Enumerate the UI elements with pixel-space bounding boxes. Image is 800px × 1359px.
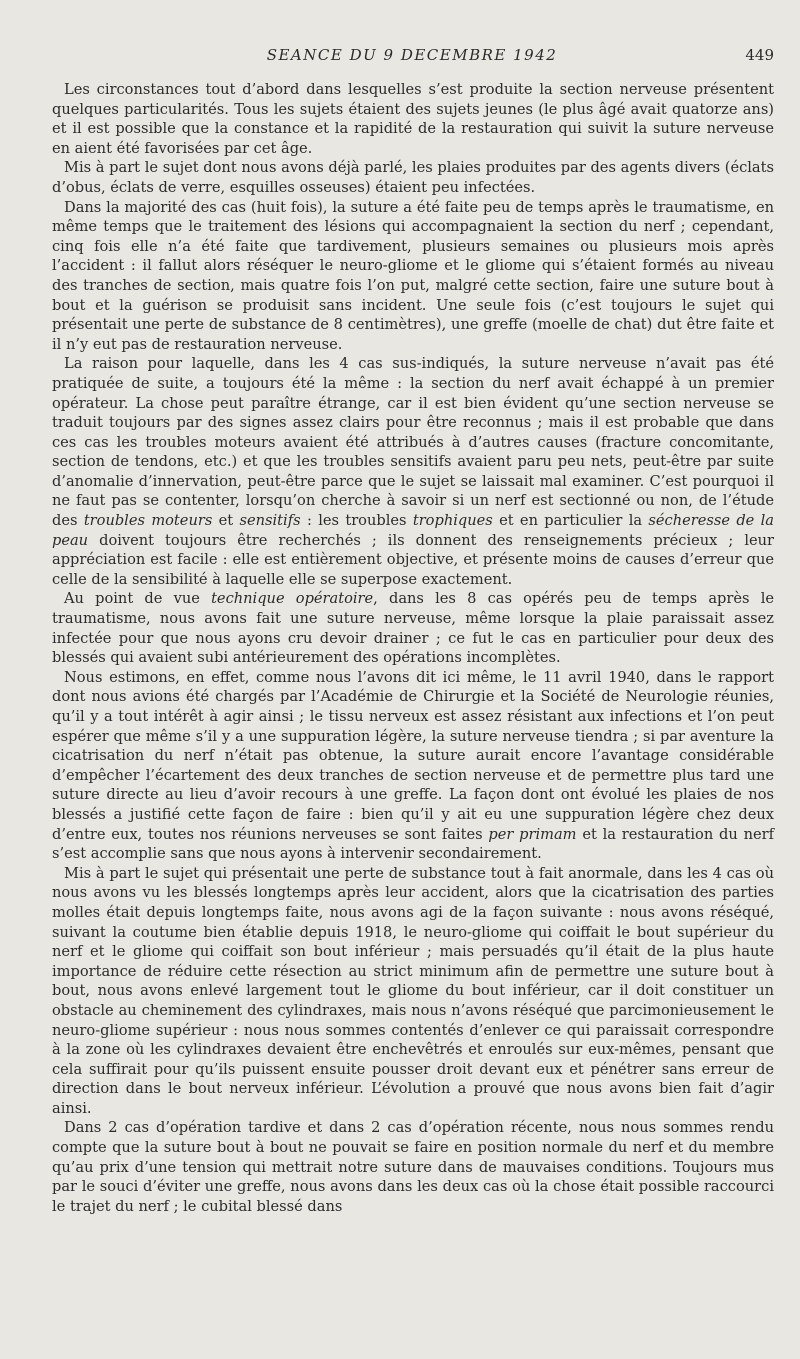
italic-text: per primam	[488, 825, 577, 843]
text-run: , dans les 8 cas opérés peu de temps après le traumatisme, nous avons fait une suture nerveuse, même lorsque la plaie paraissait assez infectée pour que nous ayons cru devoir drainer ; ce fut le cas en particulier pour deux des blessés qui avaient subi antérieurement des opérations incomplètes.	[52, 590, 775, 667]
italic-text: sensitifs	[239, 512, 301, 530]
italic-text: troubles moteurs	[83, 512, 213, 530]
text-run: Mis à part le sujet dont nous avons déjà parlé, les plaies produites par des agents divers (éclats d’obus, éclats de verre, esquilles osseuses) étaient peu infectées.	[52, 159, 774, 196]
text-run: et la restauration du nerf s’est accomplie sans que nous ayons à intervenir secondairement.	[52, 825, 774, 863]
text-run: et en particulier la	[492, 512, 649, 530]
italic-text: sécheresse de la peau	[52, 512, 775, 549]
paragraph	[52, 1118, 774, 1216]
paragraph	[52, 864, 774, 1119]
text-run: Nous estimons, en effet, comme nous l’avons dit ici même, le 11 avril 1940, dans le rapport dont nous avions été chargés par l’Académie de Chirurgie et la Société de Neurologie réunies, qu’il y a tout intérêt à agir ainsi ; le tissu nerveux est assez résistant aux infections et l’on peut espérer que même s’il y a une suppuration légère, la suture nerveuse tiendra ; si par aventure la cicatrisation du nerf n’était pas obtenue, la suture aurait encore l’avantage considérable d’empêcher l’écartement des deux tranches de section nerveuse et de permettre plus tard une suture directe au lieu d’avoir recours à une greffe. La façon dont ont évolué les plaies de nos blessés a justifié cette façon de faire : bien qu’il y ait eu une suppuration légère chez deux d’entre eux, toutes nos réunions nerveuses se sont faites	[52, 668, 774, 843]
text-run: Mis à part le sujet qui présentait une perte de substance tout à fait anormale, dans les 4 cas où nous avons vu les blessés longtemps après leur accident, alors que la cicatrisation des parties molles était depuis longtemps faite, nous avons agi de la façon suivante : nous avons réséqué, suivant la coutume bien établie depuis 1918, le neuro-gliome qui coiffait le bout supérieur du nerf et le gliome qui coiffait son bout inférieur ; mais persuadés qu’il était de la plus haute importance de réduire cette résection au strict minimum afin de permettre une suture bout à bout, nous avons enlevé largement tout le gliome du bout inférieur, car il doit constituer un obstacle au cheminement des cylindraxes, mais nous n’avons réséqué que parcimonieusement le neuro-gliome supérieur : nous nous sommes contentés d’enlever ce qui paraissait correspondre à la zone où les cylindraxes devaient être enchevêtrés et enroulés sur eux-mêmes, pensant que cela suffirait pour qu’ils puissent ensuite pousser droit devant eux et pénétrer sans erreur de direction dans le bout nerveux inférieur. L’évolution a prouvé que nous avons bien fait d’agir ainsi.	[52, 864, 774, 1117]
italic-text: technique opératoire	[211, 590, 374, 608]
text-run: Dans 2 cas d’opération tardive et dans 2 cas d’opération récente, nous nous sommes rendu compte que la suture bout à bout ne pouvait se faire en position normale du nerf et du membre qu’au prix d’une tension qui mettrait notre suture dans de mauvaises conditions. Toujours mus par le souci d’éviter une greffe, nous avons dans les deux cas où la chose était possible raccourci le trajet du nerf ; le cubital blessé dans	[52, 1119, 774, 1215]
page-title: SEANCE DU 9 DECEMBRE 1942	[266, 46, 558, 64]
page-number: 449	[745, 46, 774, 64]
italic-text: trophiques	[412, 512, 493, 530]
running-head	[50, 46, 774, 66]
text-run: doivent toujours être recherchés ; ils donnent des renseignements précieux ; leur appréciation est facile : elle est entièrement objective, et présente moins de causes d’erreur que celle de la sensibilité à laquelle elle se superpose exactement.	[52, 531, 774, 588]
paragraph	[52, 354, 774, 589]
text-run: et	[212, 512, 240, 530]
paragraph	[52, 198, 774, 355]
text-run: Les circonstances tout d’abord dans lesquelles s’est produite la section nerveuse présentent quelques particularités. Tous les sujets étaient des sujets jeunes (le plus âgé avait quatorze ans) et il est possible que la constance et la rapidité de la restauration qui suivit la suture nerveuse en aient été favorisées par cet âge.	[52, 81, 774, 157]
text-run: Au point de vue	[64, 590, 212, 608]
paragraph	[52, 589, 774, 667]
text-run: La raison pour laquelle, dans les 4 cas sus-indiqués, la suture nerveuse n’avait pas été pratiquée de suite, a toujours été la même : la section du nerf avait échappé à un premier opérateur. La chose peut paraître étrange, car il est bien évident qu’une section nerveuse se traduit toujours par des signes assez clairs pour être reconnus ; mais il est probable que dans ces cas les troubles moteurs avaient été attribués à d’autres causes (fracture concomitante, section de tendons, etc.) et que les troubles sensitifs avaient paru peu nets, peut-être par suite d’anomalie d’innervation, peut-être parce que le sujet se laissait mal examiner. C’est pourquoi il ne faut pas se contenter, lorsqu’on cherche à savoir si un nerf est sectionné ou non, de l’étude des	[52, 355, 774, 530]
paragraph	[52, 158, 774, 197]
paragraph	[52, 80, 774, 158]
text-run: : les troubles	[300, 512, 413, 530]
text-run: Dans la majorité des cas (huit fois), la suture a été faite peu de temps après le traumatisme, en même temps que le traitement des lésions qui accompagnaient la section du nerf ; cependant, cinq fois elle n’a été faite que tardivement, plusieurs semaines ou plusieurs mois après l’accident : il fallut alors réséquer le neuro-gliome et le gliome qui s’étaient formés au niveau des tranches de section, mais quatre fois l’on put, malgré cette section, faire une suture bout à bout et la guérison se produisit sans incident. Une seule fois (c’est toujours le sujet qui présentait une perte de substance de 8 centimètres), une greffe (moelle de chat) dut être faite et il n’y eut pas de restauration nerveuse.	[52, 198, 774, 353]
body-text	[52, 80, 774, 1216]
paragraph	[52, 668, 774, 864]
